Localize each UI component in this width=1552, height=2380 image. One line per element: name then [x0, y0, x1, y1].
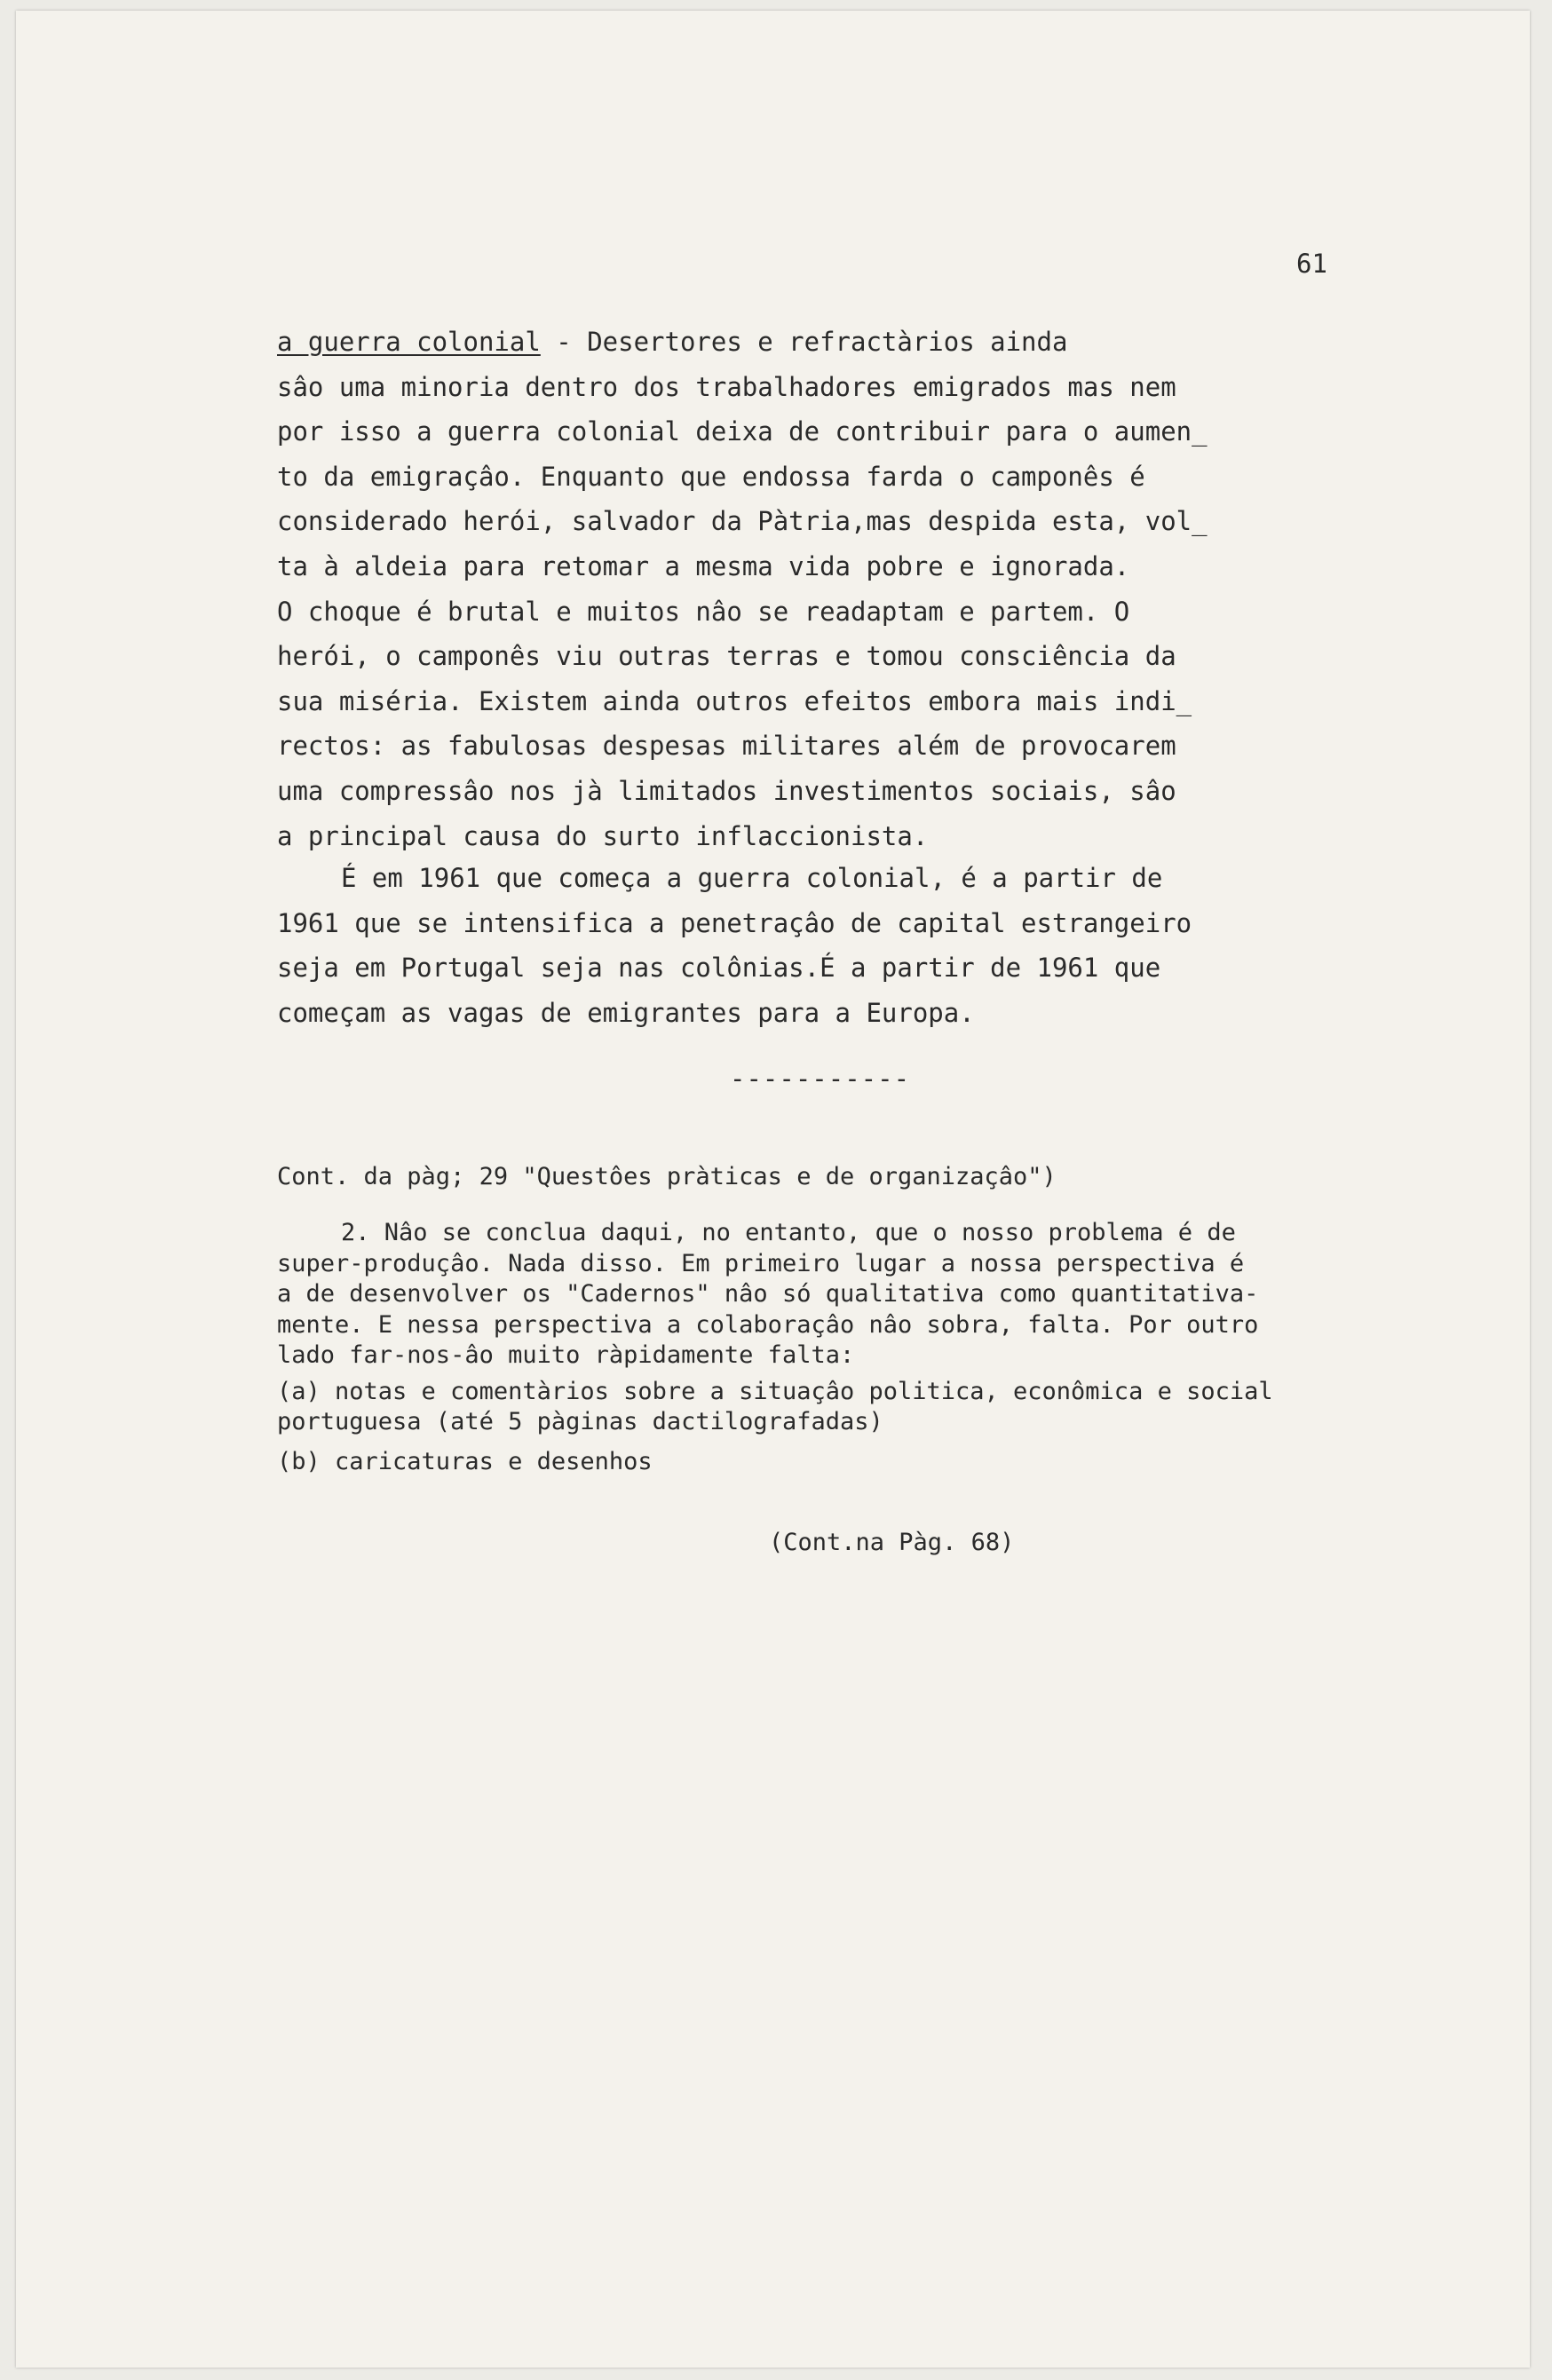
paragraph-line: super-produçâo. Nada disso. Em primeiro lugar a nossa perspectiva é	[277, 1249, 1245, 1277]
paragraph-line: seja em Portugal seja nas colônias.É a partir de 1961 que	[277, 953, 1161, 984]
paragraph-line: mente. E nessa perspectiva a colaboraçâo nâo sobra, falta. Por outro	[277, 1310, 1259, 1339]
paragraph-continuation	[277, 1218, 1273, 1477]
section-heading: a guerra colonial	[277, 327, 541, 357]
list-item: (a) notas e comentàrios sobre a situaçâo politica, econômica e social	[277, 1377, 1273, 1405]
paragraph-line: O choque é brutal e muitos nâo se readaptam e partem. O	[277, 596, 1130, 627]
continuation-footer: (Cont.na Pàg. 68)	[769, 1529, 1015, 1556]
list-item-continuation: portuguesa (até 5 pàginas dactilografadas)	[277, 1408, 883, 1435]
paragraph-line: to da emigraçâo. Enquanto que endossa farda o camponês é	[277, 461, 1145, 492]
paragraph-line: a guerra colonial - Desertores e refractàrios ainda	[277, 327, 1068, 357]
paragraph-line: por isso a guerra colonial deixa de contribuir para o aumen_	[277, 416, 1208, 447]
paragraph-line: sâo uma minoria dentro dos trabalhadores emigrados mas nem	[277, 371, 1176, 402]
page-number: 61	[1296, 249, 1327, 279]
paragraph-line: a de desenvolver os "Cadernos" nâo só qualitativa como quantitativa-	[277, 1280, 1259, 1308]
separator-line: -----------	[730, 1063, 911, 1094]
paragraph-line: rectos: as fabulosas despesas militares além de provocarem	[277, 731, 1176, 762]
paragraph-line: considerado herói, salvador da Pàtria,mas despida esta, vol_	[277, 506, 1208, 537]
paragraph-line: sua miséria. Existem ainda outros efeitos embora mais indi_	[277, 685, 1192, 716]
list-item: (b) caricaturas e desenhos	[277, 1447, 653, 1475]
paragraph-line: 1961 que se intensifica a penetraçâo de capital estrangeiro	[277, 907, 1192, 938]
paragraph-line: ta à aldeia para retomar a mesma vida pobre e ignorada.	[277, 550, 1130, 581]
paragraph-line: a principal causa do surto inflaccionista.	[277, 820, 929, 851]
paragraph-line: 2. Nâo se conclua daqui, no entanto, que o nosso problema é de	[341, 1219, 1236, 1246]
continuation-header: Cont. da pàg; 29 "Questôes pràticas e de organizaçâo")	[277, 1163, 1057, 1190]
paragraph-line: lado far-nos-âo muito ràpidamente falta:	[277, 1341, 855, 1369]
paragraph-colonial-war	[277, 320, 1208, 858]
paragraph-1961	[277, 856, 1192, 1035]
paragraph-line: começam as vagas de emigrantes para a Europa.	[277, 997, 975, 1028]
paragraph-line: uma compressâo nos jà limitados investimentos sociais, sâo	[277, 775, 1176, 806]
paragraph-line: É em 1961 que começa a guerra colonial, é a partir de	[341, 863, 1163, 893]
paragraph-line: herói, o camponês viu outras terras e tomou consciência da	[277, 641, 1176, 672]
